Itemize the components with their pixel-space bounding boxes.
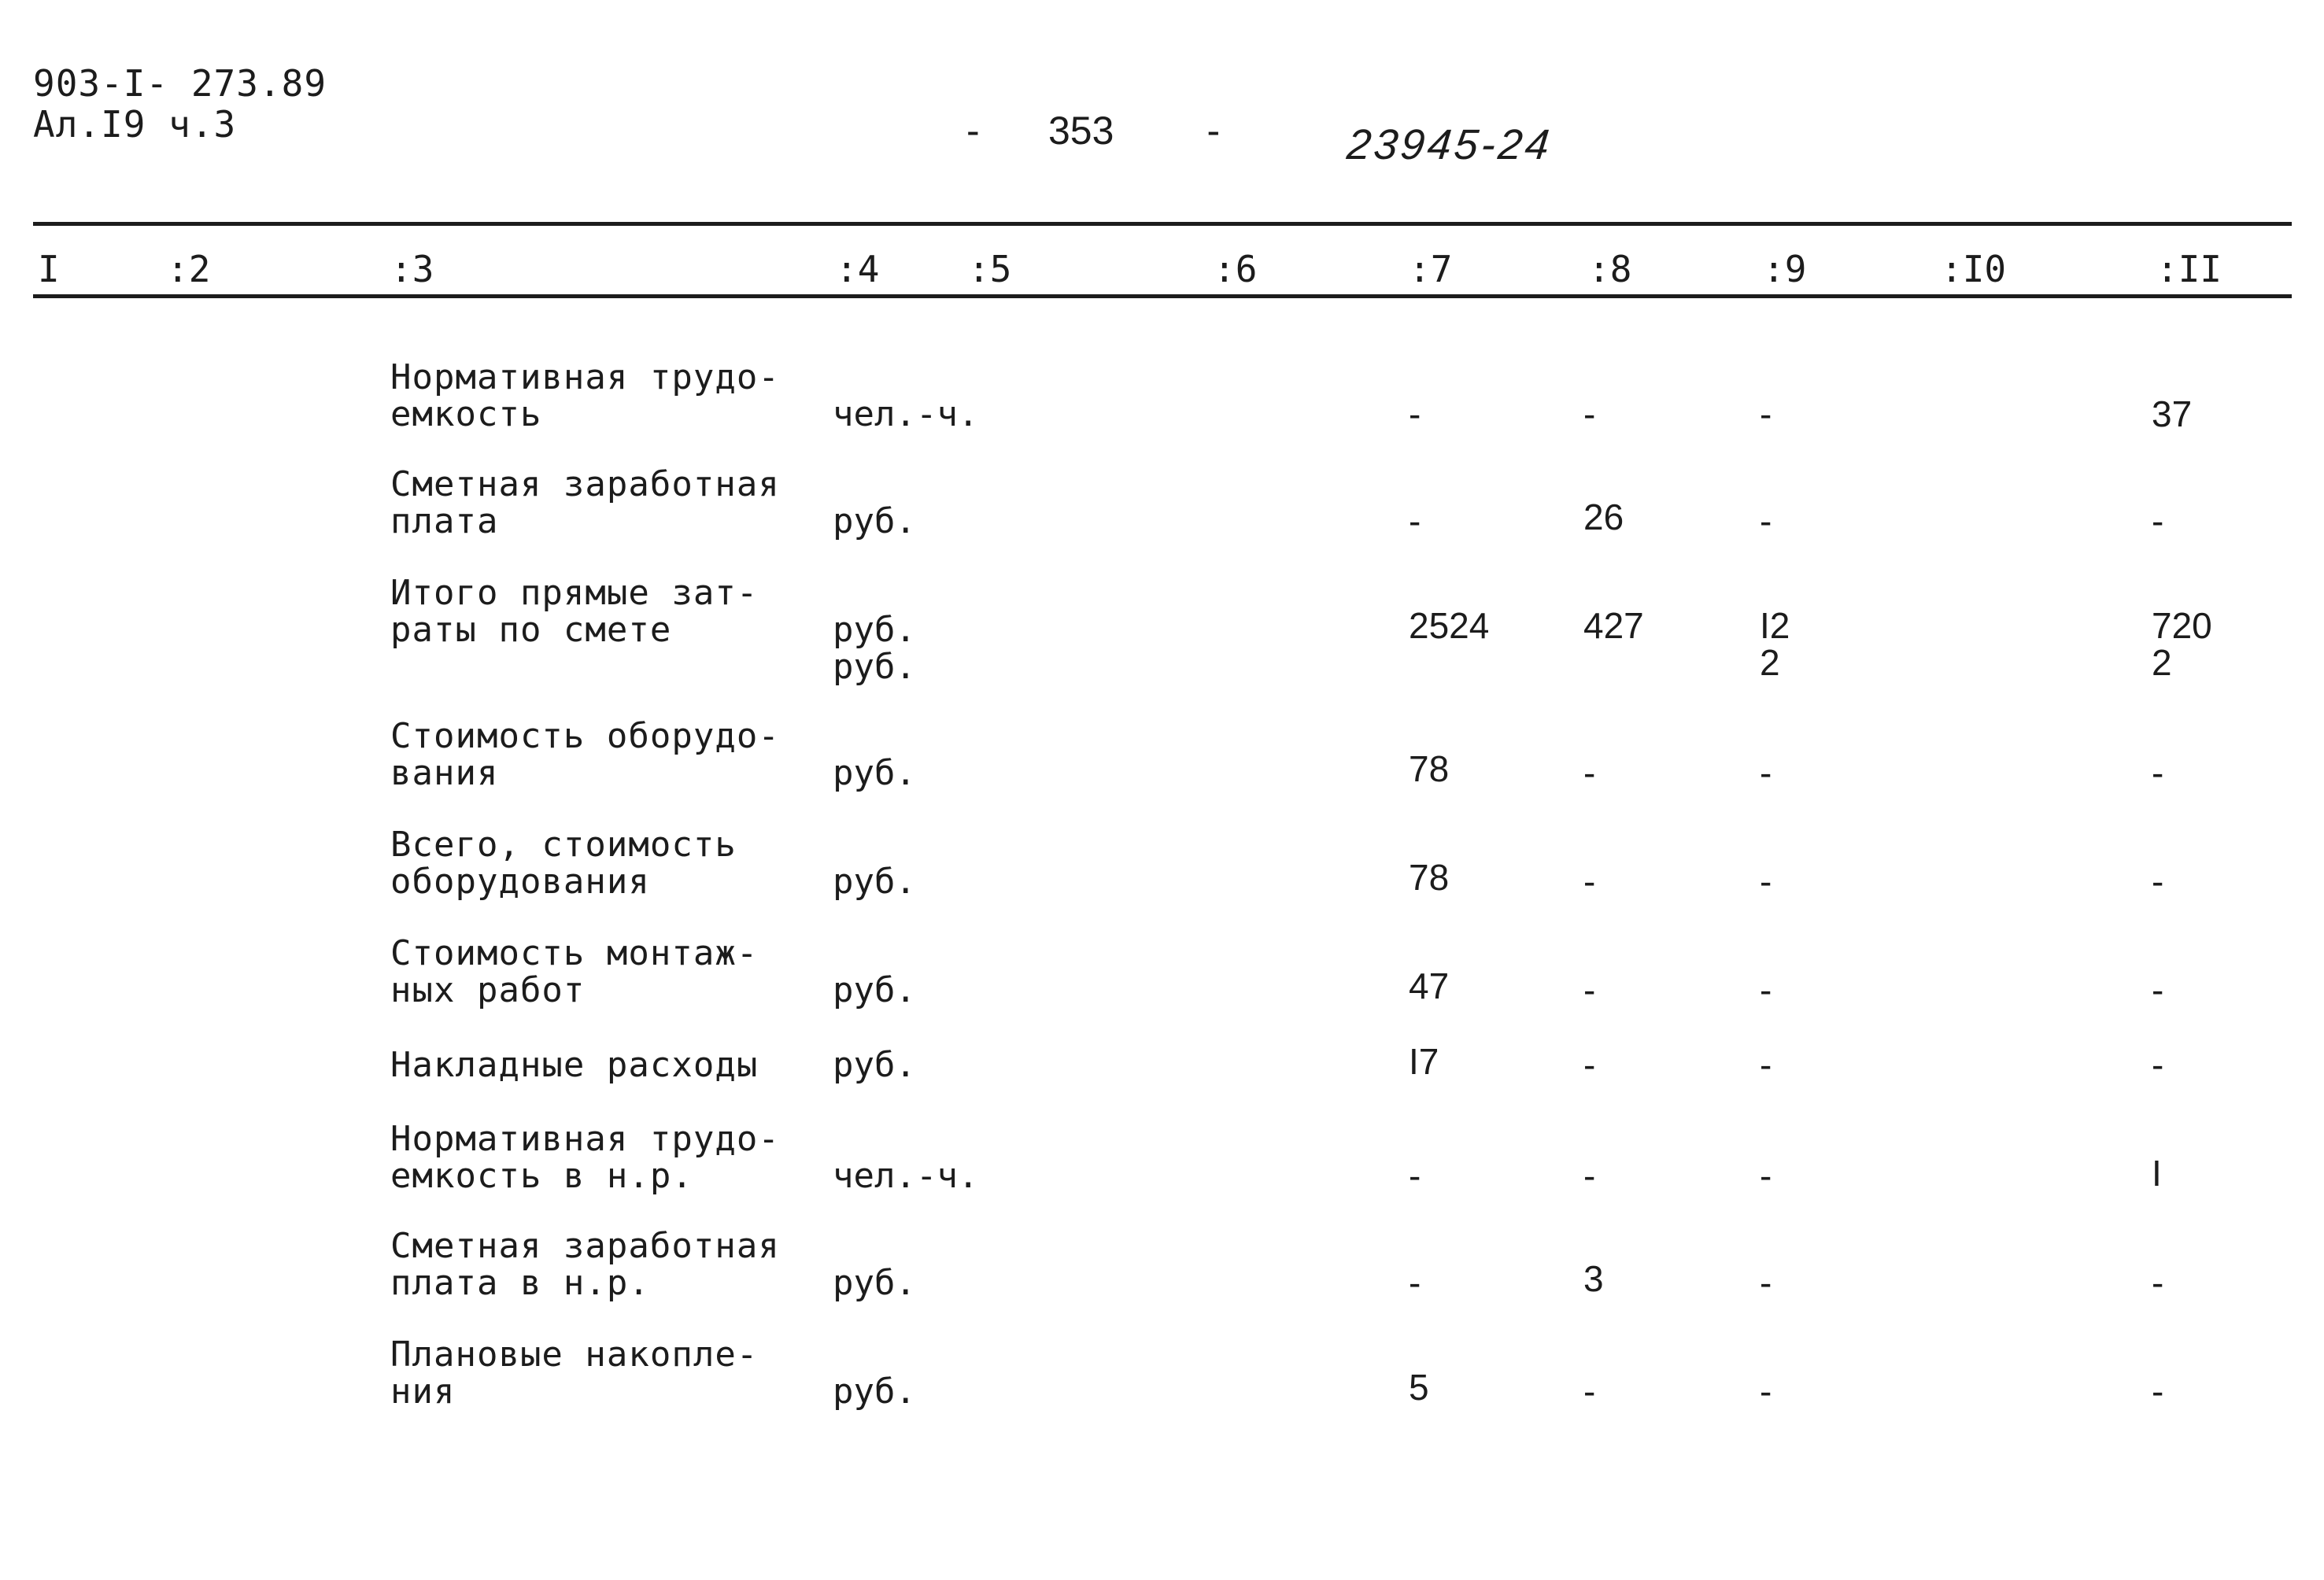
row-value-col-8: - xyxy=(1583,1044,1596,1085)
column-header-9: :9 xyxy=(1763,248,1807,290)
row-value-col-9: - xyxy=(1760,393,1772,434)
row-value-col-9: - xyxy=(1760,1371,1772,1412)
row-value-col-9: - xyxy=(1760,861,1772,902)
row-label: Плановые накопле- ния xyxy=(390,1335,759,1412)
row-value-col-8: - xyxy=(1583,1155,1596,1196)
row-value-col-8: 3 xyxy=(1583,1258,1604,1299)
row-value-col-7: 78 xyxy=(1409,857,1450,898)
row-unit: чел.-ч. xyxy=(833,394,979,434)
row-value-col-9: I2 2 xyxy=(1760,605,1790,683)
page-number-value: 353 xyxy=(1048,109,1114,153)
row-label: Стоимость монтаж- ных работ xyxy=(390,933,759,1010)
row-value-col-9: - xyxy=(1760,752,1772,793)
row-value-col-8: 26 xyxy=(1583,497,1624,537)
page-number-dash-right: - xyxy=(1206,109,1221,153)
row-value-col-7: 2524 xyxy=(1409,605,1490,646)
row-value-col-8: - xyxy=(1583,1371,1596,1412)
row-value-col-7: I7 xyxy=(1409,1041,1439,1082)
row-value-col-11: - xyxy=(2152,1044,2164,1085)
row-value-col-11: - xyxy=(2152,500,2164,541)
row-value-col-11: I xyxy=(2152,1153,2162,1194)
row-value-col-11: 720 2 xyxy=(2152,605,2212,683)
row-label: Накладные расходы xyxy=(390,1045,759,1085)
row-value-col-7: - xyxy=(1409,1155,1421,1196)
row-unit: руб. xyxy=(833,1045,916,1085)
row-value-col-8: - xyxy=(1583,752,1596,793)
handwritten-stamp-number: 23945-24 xyxy=(1344,121,1555,168)
table-top-rule xyxy=(33,222,2292,226)
column-header-1: I xyxy=(38,248,60,290)
row-value-col-7: - xyxy=(1409,393,1421,434)
row-unit: чел.-ч. xyxy=(833,1156,979,1196)
row-value-col-11: - xyxy=(2152,969,2164,1010)
row-label: Итого прямые зат- раты по смете xyxy=(390,573,759,650)
row-label: Нормативная трудо- емкость xyxy=(390,357,780,434)
row-value-col-8: - xyxy=(1583,861,1596,902)
column-header-11: :II xyxy=(2156,248,2222,290)
row-value-col-7: - xyxy=(1409,1262,1421,1303)
document-code-line-1: 903-I- 273.89 xyxy=(33,62,327,105)
row-value-col-11: - xyxy=(2152,752,2164,793)
document-code xyxy=(33,63,327,145)
row-unit: руб. xyxy=(833,862,916,902)
row-unit: руб. руб. xyxy=(833,610,916,687)
row-value-col-11: - xyxy=(2152,1262,2164,1303)
row-value-col-11: 37 xyxy=(2152,393,2193,434)
row-label: Стоимость оборудо- вания xyxy=(390,716,780,793)
row-value-col-7: - xyxy=(1409,500,1421,541)
row-unit: руб. xyxy=(833,1371,916,1412)
row-unit: руб. xyxy=(833,1263,916,1303)
table-header-rule xyxy=(33,294,2292,298)
row-value-col-8: - xyxy=(1583,393,1596,434)
column-header-10: :I0 xyxy=(1941,248,2007,290)
row-label: Всего, стоимость оборудования xyxy=(390,825,737,902)
column-header-7: :7 xyxy=(1409,248,1453,290)
row-value-col-8: - xyxy=(1583,969,1596,1010)
row-value-col-9: - xyxy=(1760,500,1772,541)
column-header-3: :3 xyxy=(390,248,434,290)
row-value-col-7: 47 xyxy=(1409,965,1450,1006)
row-unit: руб. xyxy=(833,970,916,1010)
row-value-col-9: - xyxy=(1760,1044,1772,1085)
row-value-col-7: 78 xyxy=(1409,748,1450,789)
column-header-5: :5 xyxy=(968,248,1012,290)
page-number xyxy=(966,109,1230,153)
row-value-col-11: - xyxy=(2152,1371,2164,1412)
row-label: Сметная заработная плата в н.р. xyxy=(390,1226,780,1303)
column-header-6: :6 xyxy=(1214,248,1258,290)
column-header-2: :2 xyxy=(167,248,211,290)
column-header-8: :8 xyxy=(1588,248,1632,290)
row-value-col-9: - xyxy=(1760,1262,1772,1303)
row-value-col-11: - xyxy=(2152,861,2164,902)
document-code-line-2: Ал.I9 ч.3 xyxy=(33,103,237,146)
row-unit: руб. xyxy=(833,501,916,541)
row-unit: руб. xyxy=(833,753,916,793)
row-value-col-7: 5 xyxy=(1409,1367,1429,1408)
row-value-col-9: - xyxy=(1760,1155,1772,1196)
row-label: Нормативная трудо- емкость в н.р. xyxy=(390,1119,780,1196)
row-value-col-9: - xyxy=(1760,969,1772,1010)
column-header-4: :4 xyxy=(836,248,880,290)
row-label: Сметная заработная плата xyxy=(390,464,780,541)
page-number-dash-left: - xyxy=(966,109,980,153)
row-value-col-8: 427 xyxy=(1583,605,1644,646)
